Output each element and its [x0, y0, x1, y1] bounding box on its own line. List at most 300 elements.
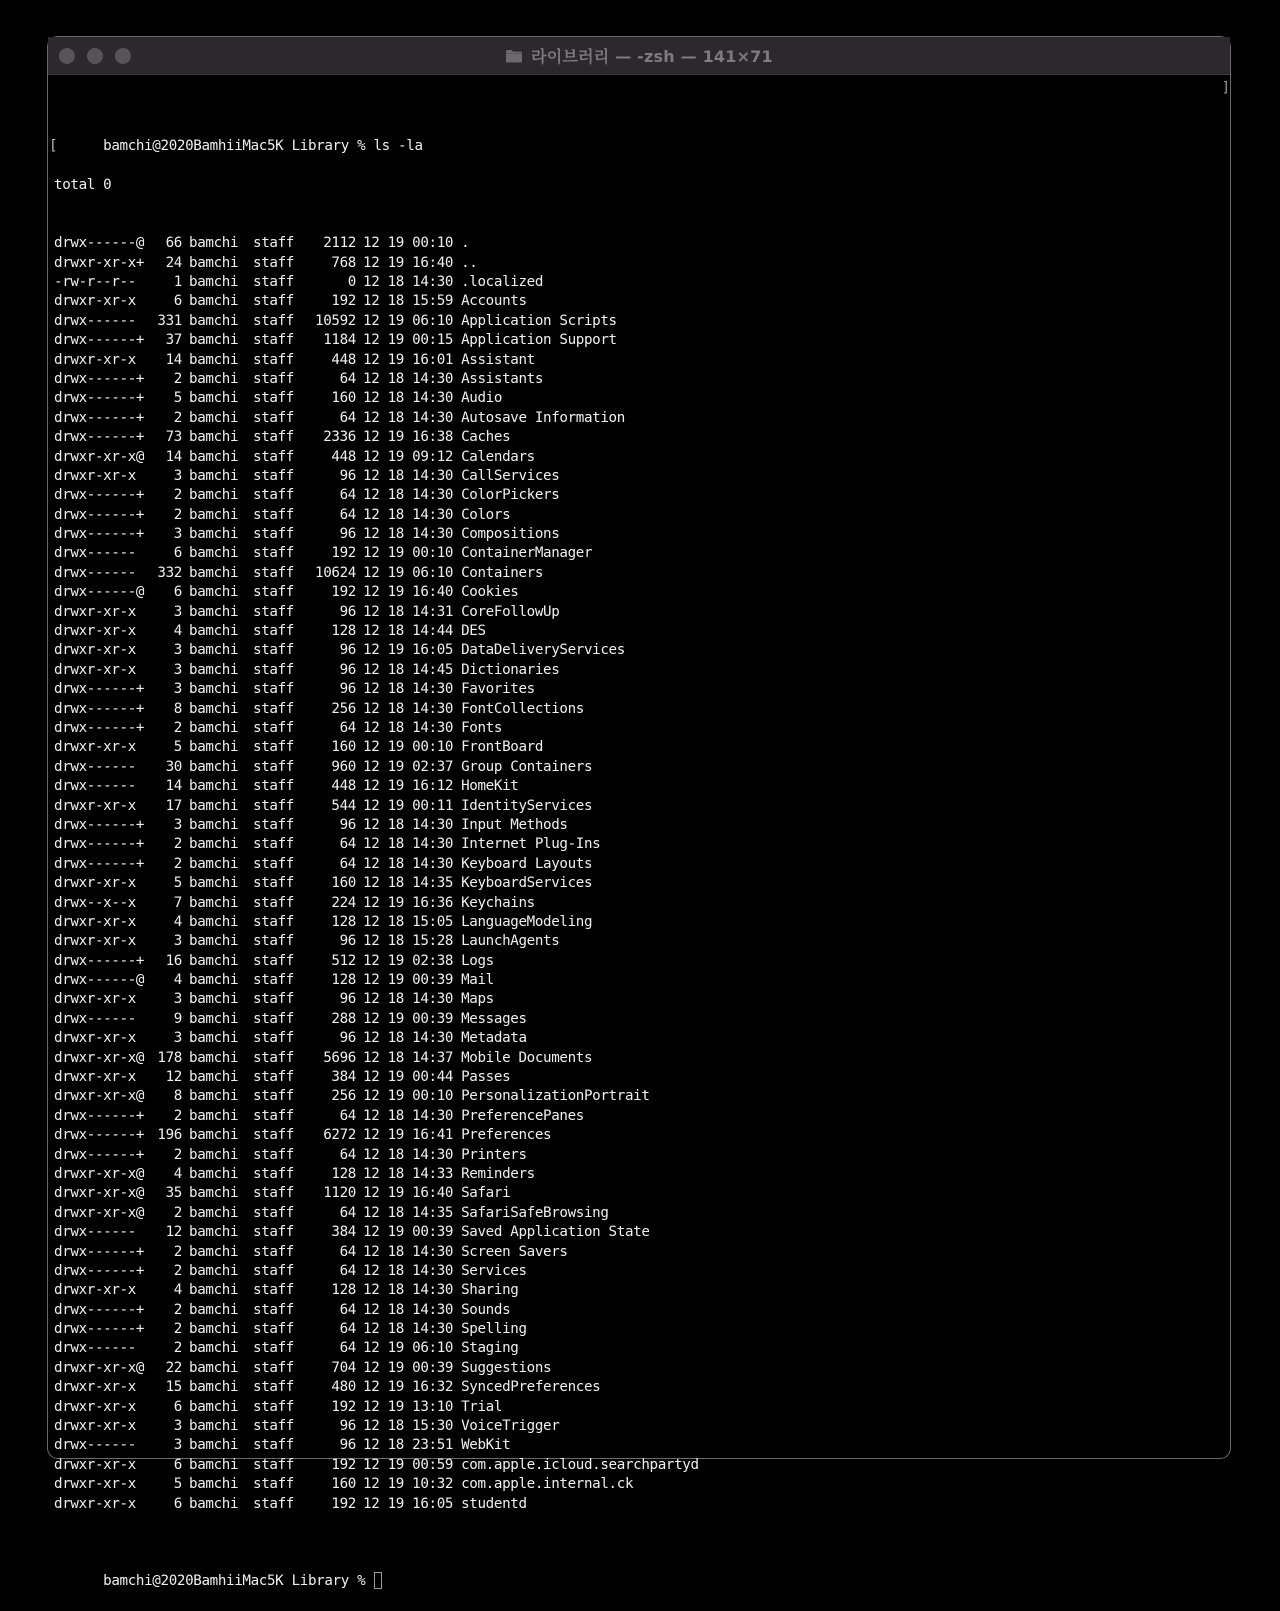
- link-count: 2: [173, 1146, 182, 1163]
- size: 96: [339, 816, 356, 833]
- listing-row: [54, 1495, 1224, 1514]
- listing-row: [54, 758, 1224, 777]
- size: 0: [347, 274, 356, 290]
- group: staff: [253, 1146, 294, 1163]
- permissions: drwx------+: [54, 681, 145, 698]
- file-name: Accounts: [461, 293, 527, 310]
- listing-row: [54, 544, 1224, 563]
- group: staff: [253, 972, 294, 989]
- size: 192: [331, 584, 356, 601]
- link-count: 8: [173, 1088, 182, 1105]
- size: 192: [331, 293, 356, 310]
- owner: bamchi: [189, 1282, 239, 1299]
- owner: bamchi: [189, 623, 239, 640]
- permissions: drwx------+: [54, 487, 145, 504]
- permissions: drwx------+: [54, 855, 145, 872]
- listing-row: [54, 409, 1224, 428]
- permissions: drwx------+: [54, 836, 145, 853]
- permissions: drwxr-xr-x@: [54, 448, 145, 465]
- file-name: Favorites: [461, 681, 535, 698]
- owner: bamchi: [189, 1437, 239, 1454]
- link-count: 3: [173, 1418, 182, 1435]
- link-count: 2: [173, 855, 182, 872]
- group: staff: [253, 739, 294, 756]
- group: staff: [253, 1456, 294, 1473]
- listing-row: [54, 292, 1224, 311]
- listing-row: [54, 1398, 1224, 1417]
- terminal-output[interactable]: [49, 79, 1224, 1590]
- group: staff: [253, 1379, 294, 1396]
- link-count: 2: [173, 1262, 182, 1279]
- link-count: 12: [165, 1224, 182, 1241]
- modified-date: 12 18 15:28: [363, 933, 454, 950]
- group: staff: [253, 933, 294, 950]
- size: 480: [331, 1379, 356, 1396]
- listing-row: [54, 1281, 1224, 1300]
- file-name: PreferencePanes: [461, 1107, 584, 1124]
- link-count: 6: [173, 1456, 182, 1473]
- owner: bamchi: [189, 1088, 239, 1105]
- permissions: drwxr-xr-x: [54, 1456, 136, 1473]
- size: 128: [331, 913, 356, 930]
- modified-date: 12 18 15:05: [363, 913, 454, 930]
- file-name: ..: [461, 254, 478, 271]
- listing-row: [54, 583, 1224, 602]
- modified-date: 12 19 16:40: [363, 584, 454, 601]
- group: staff: [253, 312, 294, 329]
- owner: bamchi: [189, 1030, 239, 1047]
- modified-date: 12 18 14:30: [363, 1301, 454, 1318]
- permissions: drwx------+: [54, 409, 145, 426]
- permissions: drwxr-xr-x: [54, 603, 136, 620]
- folder-icon: [505, 49, 523, 63]
- link-count: 5: [173, 739, 182, 756]
- permissions: drwx------+: [54, 952, 145, 969]
- permissions: drwxr-xr-x: [54, 1379, 136, 1396]
- modified-date: 12 18 14:30: [363, 1282, 454, 1299]
- link-count: 2: [173, 1204, 182, 1221]
- size: 256: [331, 1088, 356, 1105]
- permissions: drwx------+: [54, 719, 145, 736]
- listing: [54, 234, 1224, 1514]
- owner: bamchi: [189, 584, 239, 601]
- owner: bamchi: [189, 448, 239, 465]
- modified-date: 12 19 00:59: [363, 1456, 454, 1473]
- listing-row: [54, 1436, 1224, 1455]
- file-name: CallServices: [461, 467, 560, 484]
- size: 160: [331, 1476, 356, 1493]
- listing-row: [54, 1301, 1224, 1320]
- listing-row: [54, 506, 1224, 525]
- group: staff: [253, 409, 294, 426]
- link-count: 66: [165, 235, 182, 252]
- permissions: drwx------+: [54, 390, 145, 407]
- size: 96: [339, 603, 356, 620]
- group: staff: [253, 1049, 294, 1066]
- group: staff: [253, 661, 294, 678]
- file-name: Group Containers: [461, 758, 593, 775]
- group: staff: [253, 1340, 294, 1357]
- owner: bamchi: [189, 719, 239, 736]
- owner: bamchi: [189, 1456, 239, 1473]
- group: staff: [253, 603, 294, 620]
- modified-date: 12 19 00:39: [363, 1359, 454, 1376]
- listing-row: [54, 641, 1224, 660]
- listing-row: [54, 312, 1224, 331]
- owner: bamchi: [189, 972, 239, 989]
- permissions: drwxr-xr-x+: [54, 254, 145, 271]
- size: 192: [331, 1456, 356, 1473]
- owner: bamchi: [189, 1321, 239, 1338]
- file-name: LanguageModeling: [461, 913, 593, 930]
- group: staff: [253, 1437, 294, 1454]
- owner: bamchi: [189, 1107, 239, 1124]
- listing-row: [54, 680, 1224, 699]
- owner: bamchi: [189, 1379, 239, 1396]
- size: 448: [331, 778, 356, 795]
- size: 64: [339, 1321, 356, 1338]
- owner: bamchi: [189, 933, 239, 950]
- permissions: drwx------+: [54, 526, 145, 543]
- modified-date: 12 18 14:30: [363, 467, 454, 484]
- link-count: 6: [173, 545, 182, 562]
- listing-row: [54, 564, 1224, 583]
- group: staff: [253, 293, 294, 310]
- link-count: 2: [173, 487, 182, 504]
- owner: bamchi: [189, 235, 239, 252]
- listing-row: [54, 719, 1224, 738]
- listing-row: [54, 351, 1224, 370]
- modified-date: 12 19 13:10: [363, 1398, 454, 1415]
- listing-row: [54, 370, 1224, 389]
- link-count: 1: [173, 274, 182, 290]
- size: 96: [339, 991, 356, 1008]
- permissions: -rw-r--r--: [54, 274, 136, 290]
- permissions: drwx------+: [54, 1146, 145, 1163]
- permissions: drwx------+: [54, 332, 145, 349]
- file-name: Application Scripts: [461, 312, 617, 329]
- file-name: Mobile Documents: [461, 1049, 593, 1066]
- file-name: PersonalizationPortrait: [461, 1088, 650, 1105]
- mark-bracket-right: ]: [1221, 80, 1230, 96]
- permissions: drwxr-xr-x: [54, 1282, 136, 1299]
- listing-row: [54, 1204, 1224, 1223]
- group: staff: [253, 1088, 294, 1105]
- owner: bamchi: [189, 1204, 239, 1221]
- listing-row: [54, 1475, 1224, 1494]
- owner: bamchi: [189, 254, 239, 271]
- listing-row: [54, 448, 1224, 467]
- listing-row: [54, 1320, 1224, 1339]
- owner: bamchi: [189, 700, 239, 717]
- listing-row: [54, 1068, 1224, 1087]
- modified-date: 12 18 14:30: [363, 816, 454, 833]
- link-count: 331: [157, 312, 182, 329]
- group: staff: [253, 564, 294, 581]
- listing-row: [54, 952, 1224, 971]
- permissions: drwxr-xr-x@: [54, 1359, 145, 1376]
- group: staff: [253, 429, 294, 446]
- permissions: drwx------: [54, 1437, 136, 1454]
- link-count: 3: [173, 467, 182, 484]
- file-name: Trial: [461, 1398, 503, 1415]
- modified-date: 12 18 14:30: [363, 409, 454, 426]
- owner: bamchi: [189, 739, 239, 756]
- link-count: 2: [173, 1107, 182, 1124]
- modified-date: 12 18 14:35: [363, 1204, 454, 1221]
- prompt: bamchi@2020BamhiiMac5K Library %: [103, 138, 374, 155]
- listing-row: [54, 389, 1224, 408]
- file-name: Saved Application State: [461, 1224, 650, 1241]
- permissions: drwxr-xr-x: [54, 642, 136, 659]
- final-prompt: bamchi@2020BamhiiMac5K Library %: [103, 1573, 374, 1590]
- link-count: 3: [173, 816, 182, 833]
- link-count: 3: [173, 933, 182, 950]
- modified-date: 12 18 14:30: [363, 274, 454, 290]
- permissions: drwxr-xr-x: [54, 797, 136, 814]
- link-count: 332: [157, 564, 182, 581]
- group: staff: [253, 254, 294, 271]
- permissions: drwx------@: [54, 235, 145, 252]
- modified-date: 12 18 14:31: [363, 603, 454, 620]
- group: staff: [253, 1359, 294, 1376]
- size: 6272: [323, 1127, 356, 1144]
- permissions: drwxr-xr-x@: [54, 1204, 145, 1221]
- link-count: 16: [165, 952, 182, 969]
- group: staff: [253, 235, 294, 252]
- file-name: IdentityServices: [461, 797, 593, 814]
- file-name: Keyboard Layouts: [461, 855, 593, 872]
- listing-row: [54, 1359, 1224, 1378]
- link-count: 2: [173, 1340, 182, 1357]
- permissions: drwx------+: [54, 1262, 145, 1279]
- permissions: drwxr-xr-x: [54, 351, 136, 368]
- link-count: 3: [173, 526, 182, 543]
- listing-row: [54, 700, 1224, 719]
- owner: bamchi: [189, 1476, 239, 1493]
- file-name: Application Support: [461, 332, 617, 349]
- listing-row: [54, 254, 1224, 273]
- owner: bamchi: [189, 564, 239, 581]
- permissions: drwx------+: [54, 370, 145, 387]
- size: 96: [339, 1437, 356, 1454]
- listing-row: [54, 1029, 1224, 1048]
- listing-row: [54, 1146, 1224, 1165]
- owner: bamchi: [189, 370, 239, 387]
- group: staff: [253, 855, 294, 872]
- modified-date: 12 18 14:35: [363, 875, 454, 892]
- size: 96: [339, 1418, 356, 1435]
- size: 2336: [323, 429, 356, 446]
- modified-date: 12 19 16:01: [363, 351, 454, 368]
- window-title: [48, 37, 1230, 74]
- group: staff: [253, 836, 294, 853]
- file-name: ContainerManager: [461, 545, 593, 562]
- link-count: 2: [173, 1301, 182, 1318]
- owner: bamchi: [189, 1359, 239, 1376]
- permissions: drwx------: [54, 1340, 136, 1357]
- file-name: Spelling: [461, 1321, 527, 1338]
- modified-date: 12 18 14:44: [363, 623, 454, 640]
- size: 96: [339, 467, 356, 484]
- file-name: Autosave Information: [461, 409, 625, 426]
- modified-date: 12 19 16:40: [363, 1185, 454, 1202]
- file-name: Messages: [461, 1010, 527, 1027]
- modified-date: 12 18 15:59: [363, 293, 454, 310]
- group: staff: [253, 1204, 294, 1221]
- file-name: HomeKit: [461, 778, 519, 795]
- size: 448: [331, 351, 356, 368]
- permissions: drwx------+: [54, 1321, 145, 1338]
- permissions: drwxr-xr-x: [54, 739, 136, 756]
- size: 64: [339, 855, 356, 872]
- owner: bamchi: [189, 1301, 239, 1318]
- group: staff: [253, 467, 294, 484]
- listing-row: [54, 1184, 1224, 1203]
- file-name: .localized: [461, 274, 544, 290]
- link-count: 3: [173, 603, 182, 620]
- link-count: 178: [157, 1049, 182, 1066]
- owner: bamchi: [189, 603, 239, 620]
- title-bar[interactable]: [48, 37, 1230, 75]
- link-count: 7: [173, 894, 182, 911]
- owner: bamchi: [189, 1398, 239, 1415]
- group: staff: [253, 332, 294, 349]
- owner: bamchi: [189, 1495, 239, 1512]
- group: staff: [253, 1224, 294, 1241]
- modified-date: 12 18 14:30: [363, 506, 454, 523]
- modified-date: 12 18 14:30: [363, 836, 454, 853]
- final-prompt-line[interactable]: [54, 1553, 1224, 1590]
- group: staff: [253, 913, 294, 930]
- owner: bamchi: [189, 293, 239, 310]
- group: staff: [253, 487, 294, 504]
- owner: bamchi: [189, 1049, 239, 1066]
- size: 64: [339, 1243, 356, 1260]
- group: staff: [253, 894, 294, 911]
- group: staff: [253, 584, 294, 601]
- file-name: Colors: [461, 506, 511, 523]
- group: staff: [253, 1418, 294, 1435]
- file-name: Printers: [461, 1146, 527, 1163]
- permissions: drwxr-xr-x: [54, 933, 136, 950]
- listing-row: [54, 1262, 1224, 1281]
- file-name: studentd: [461, 1495, 527, 1512]
- link-count: 14: [165, 351, 182, 368]
- modified-date: 12 19 16:36: [363, 894, 454, 911]
- file-name: Screen Savers: [461, 1243, 568, 1260]
- group: staff: [253, 991, 294, 1008]
- link-count: 22: [165, 1359, 182, 1376]
- file-name: Metadata: [461, 1030, 527, 1047]
- listing-row: [54, 467, 1224, 486]
- group: staff: [253, 1262, 294, 1279]
- permissions: drwx------+: [54, 506, 145, 523]
- group: staff: [253, 1321, 294, 1338]
- listing-row: [54, 661, 1224, 680]
- modified-date: 12 18 14:30: [363, 991, 454, 1008]
- owner: bamchi: [189, 390, 239, 407]
- listing-row: [54, 1010, 1224, 1029]
- link-count: 6: [173, 1398, 182, 1415]
- permissions: drwxr-xr-x: [54, 623, 136, 640]
- link-count: 5: [173, 1476, 182, 1493]
- owner: bamchi: [189, 913, 239, 930]
- file-name: com.apple.internal.ck: [461, 1476, 634, 1493]
- modified-date: 12 18 15:30: [363, 1418, 454, 1435]
- link-count: 4: [173, 1282, 182, 1299]
- link-count: 35: [165, 1185, 182, 1202]
- listing-row: [54, 622, 1224, 641]
- owner: bamchi: [189, 1010, 239, 1027]
- group: staff: [253, 1010, 294, 1027]
- owner: bamchi: [189, 312, 239, 329]
- owner: bamchi: [189, 274, 239, 290]
- link-count: 3: [173, 1437, 182, 1454]
- file-name: KeyboardServices: [461, 875, 593, 892]
- size: 96: [339, 681, 356, 698]
- modified-date: 12 18 14:30: [363, 1030, 454, 1047]
- modified-date: 12 19 16:32: [363, 1379, 454, 1396]
- file-name: com.apple.icloud.searchpartyd: [461, 1456, 699, 1473]
- size: 10624: [315, 564, 356, 581]
- permissions: drwx------@: [54, 972, 145, 989]
- modified-date: 12 19 16:05: [363, 1495, 454, 1512]
- group: staff: [253, 351, 294, 368]
- permissions: drwx------@: [54, 584, 145, 601]
- link-count: 2: [173, 409, 182, 426]
- size: 288: [331, 1010, 356, 1027]
- owner: bamchi: [189, 1165, 239, 1182]
- owner: bamchi: [189, 875, 239, 892]
- listing-row: [54, 990, 1224, 1009]
- permissions: drwxr-xr-x: [54, 1495, 136, 1512]
- permissions: drwx------+: [54, 1127, 145, 1144]
- owner: bamchi: [189, 1146, 239, 1163]
- file-name: Maps: [461, 991, 494, 1008]
- owner: bamchi: [189, 952, 239, 969]
- modified-date: 12 18 23:51: [363, 1437, 454, 1454]
- file-name: Safari: [461, 1185, 511, 1202]
- permissions: drwx------: [54, 312, 136, 329]
- file-name: FontCollections: [461, 700, 584, 717]
- group: staff: [253, 642, 294, 659]
- permissions: drwxr-xr-x: [54, 1398, 136, 1415]
- group: staff: [253, 370, 294, 387]
- group: staff: [253, 1165, 294, 1182]
- link-count: 2: [173, 1243, 182, 1260]
- listing-row: [54, 1456, 1224, 1475]
- permissions: drwxr-xr-x: [54, 661, 136, 678]
- permissions: drwxr-xr-x: [54, 991, 136, 1008]
- group: staff: [253, 1301, 294, 1318]
- permissions: drwx------+: [54, 816, 145, 833]
- group: staff: [253, 390, 294, 407]
- size: 384: [331, 1224, 356, 1241]
- listing-row: [54, 1165, 1224, 1184]
- group: staff: [253, 1282, 294, 1299]
- file-name: Suggestions: [461, 1359, 552, 1376]
- file-name: CoreFollowUp: [461, 603, 560, 620]
- listing-row: [54, 971, 1224, 990]
- owner: bamchi: [189, 545, 239, 562]
- listing-row: [54, 894, 1224, 913]
- file-name: SyncedPreferences: [461, 1379, 601, 1396]
- size: 160: [331, 390, 356, 407]
- link-count: 196: [157, 1127, 182, 1144]
- link-count: 3: [173, 681, 182, 698]
- listing-row: [54, 1126, 1224, 1145]
